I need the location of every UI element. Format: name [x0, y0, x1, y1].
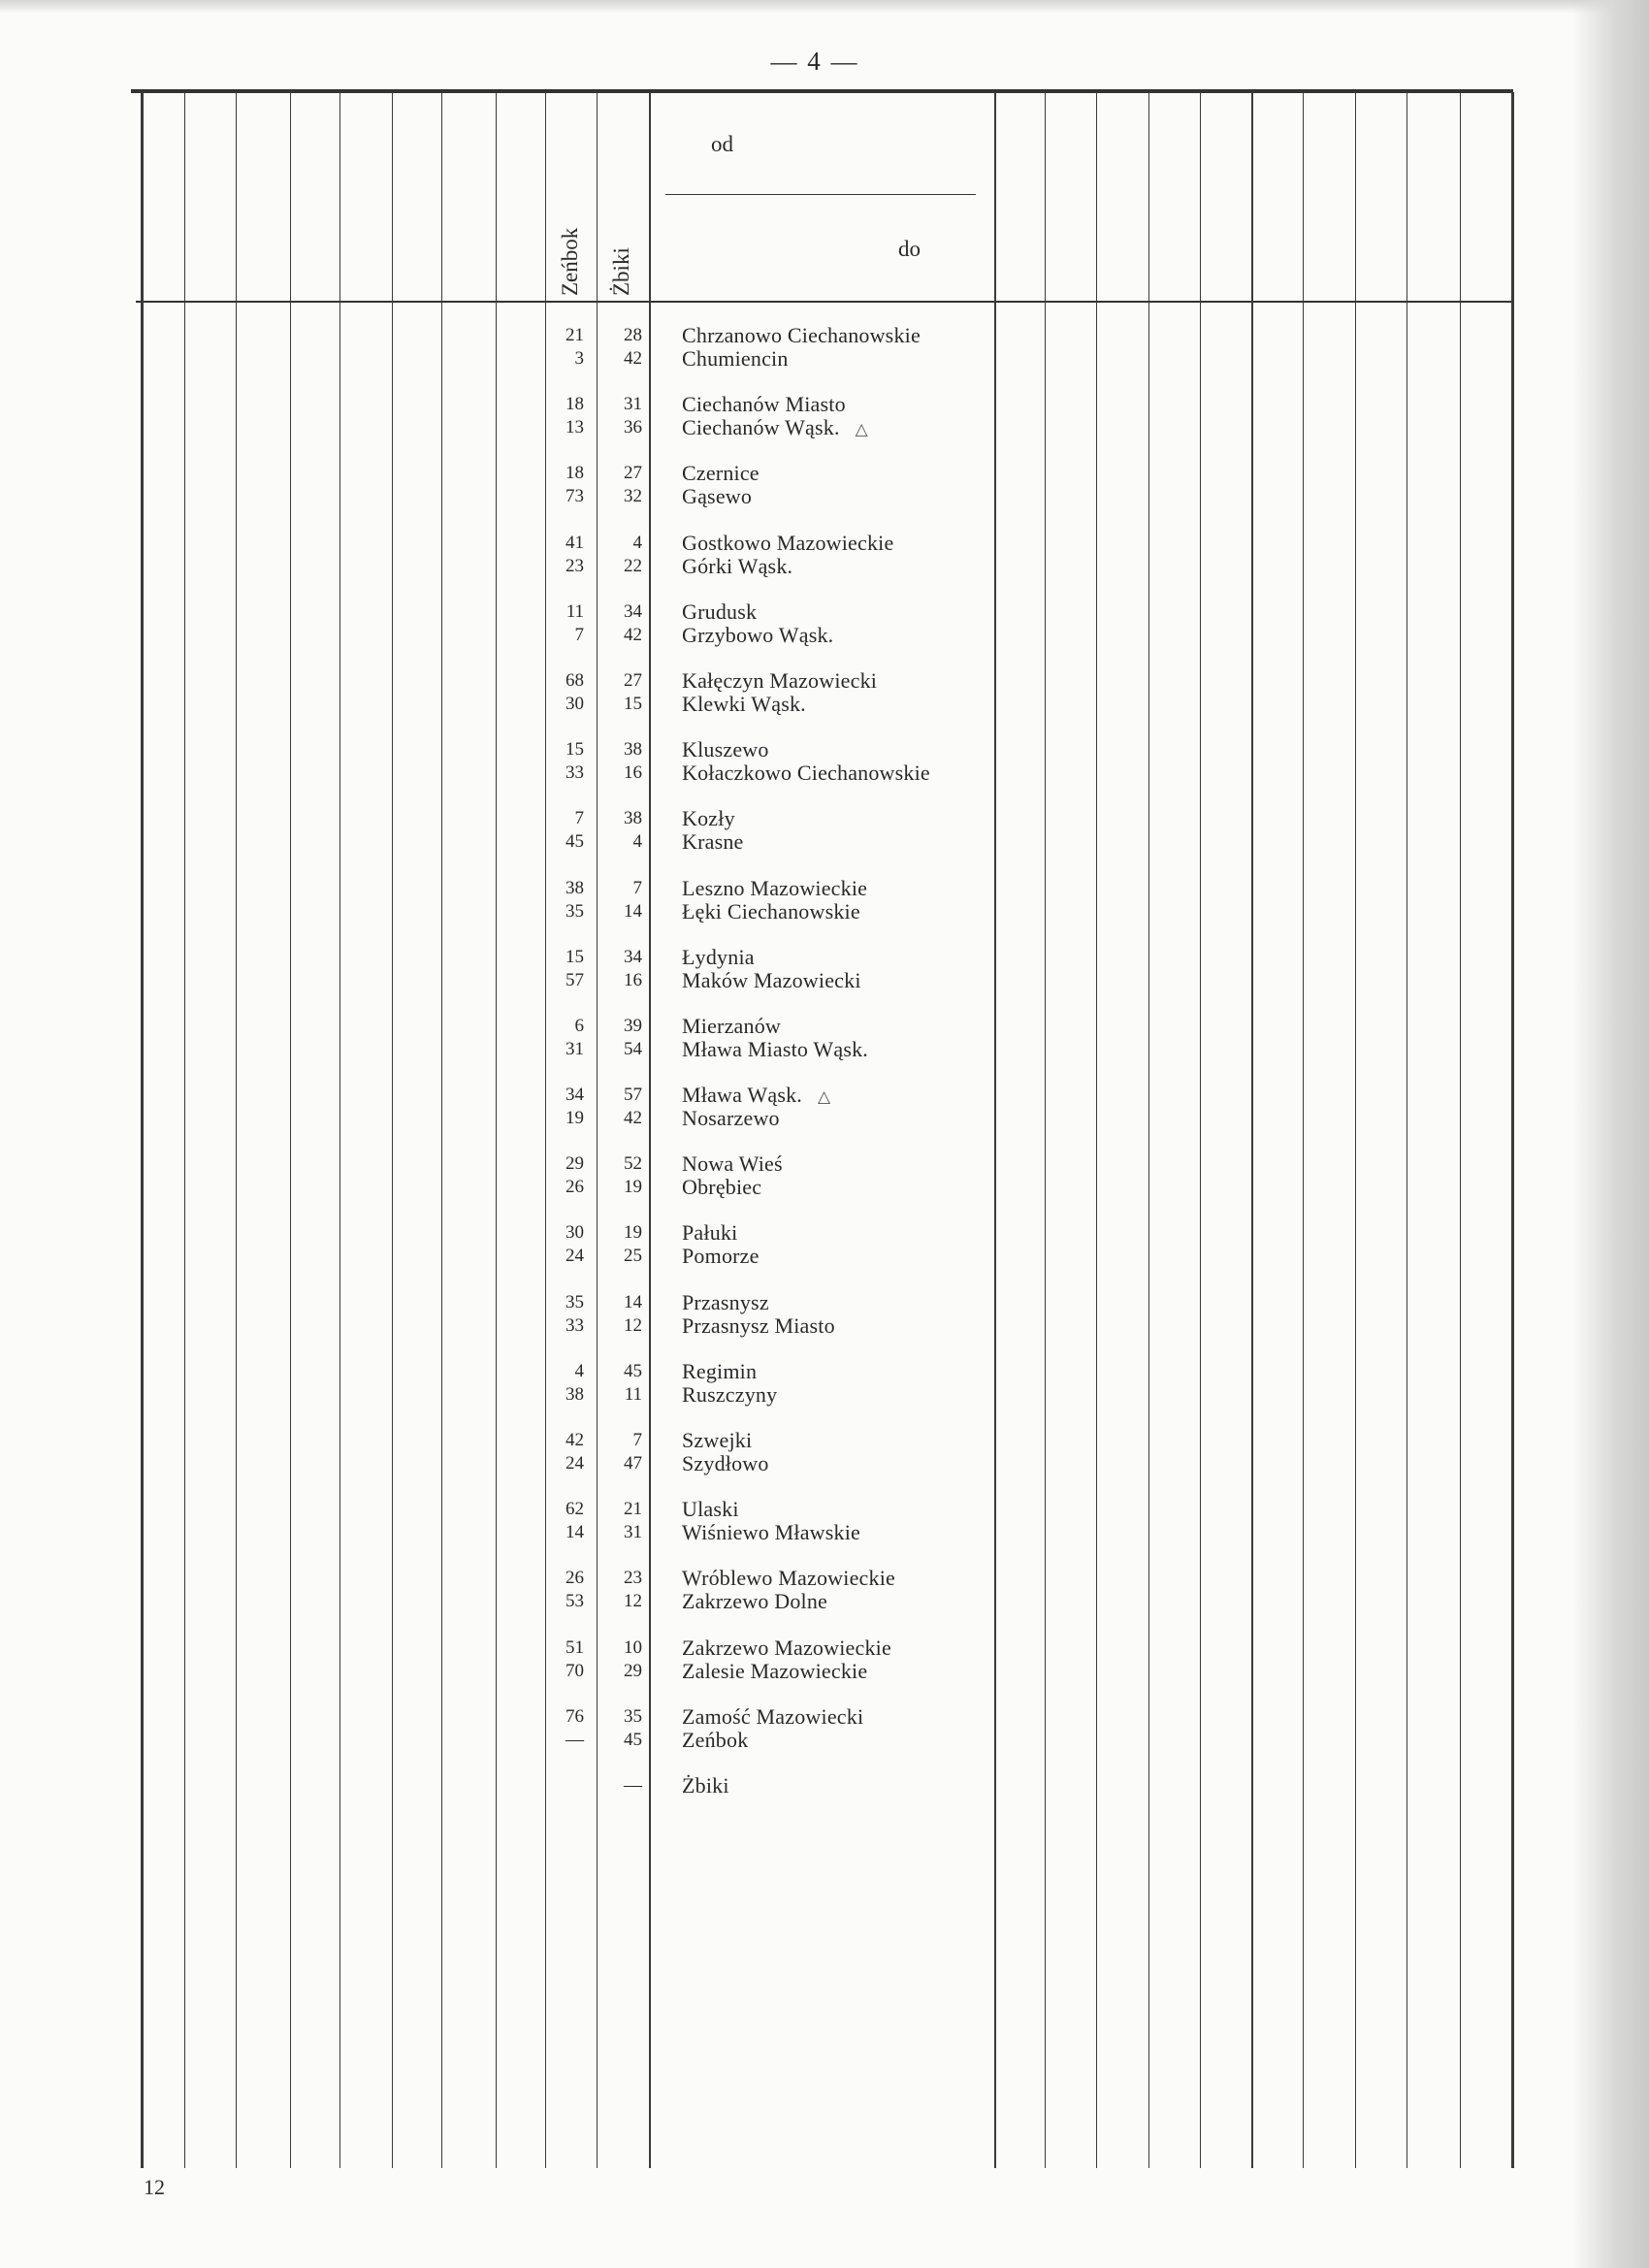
distance-zenbok: 24: [566, 1453, 584, 1474]
distance-zenbok: 7: [574, 808, 584, 829]
distance-zenbok: 24: [566, 1246, 584, 1267]
distance-zbiki: 25: [624, 1246, 642, 1267]
station-name-cell: [682, 1636, 891, 1660]
distance-zbiki: 42: [624, 624, 642, 645]
station-name-cell: [682, 830, 744, 854]
distance-zbiki: 31: [624, 394, 642, 415]
distance-zenbok: 34: [566, 1085, 584, 1106]
station-name: Wiśniewo Mławskie: [682, 1520, 860, 1545]
distance-zenbok: 62: [566, 1499, 584, 1520]
station-name: Łydynia: [682, 944, 755, 969]
distance-zbiki: 34: [624, 946, 642, 967]
distance-zenbok: —: [566, 1729, 584, 1750]
row-group: [0, 1291, 1067, 1360]
station-name-cell: [682, 1038, 868, 1061]
row-group: [0, 532, 1067, 600]
distance-zbiki: 39: [624, 1015, 642, 1036]
station-name: Zakrzewo Mazowieckie: [682, 1635, 891, 1660]
distance-zenbok: 4: [574, 1360, 584, 1381]
distance-zbiki: 42: [624, 1108, 642, 1129]
narrow-gauge-triangle-icon: △: [855, 420, 868, 439]
station-name-cell: [682, 969, 861, 992]
distance-zbiki: 12: [624, 1314, 642, 1336]
row-group: [0, 600, 1067, 669]
footer-page-number: 12: [144, 2175, 165, 2199]
station-name: Nowa Wieś: [682, 1151, 783, 1177]
station-name-cell: [682, 1383, 777, 1407]
column-rule: [1200, 92, 1201, 2168]
station-name: Mierzanów: [682, 1013, 781, 1038]
distance-zbiki: 16: [624, 969, 642, 990]
row-group: [0, 877, 1067, 946]
distance-zbiki: 19: [624, 1222, 642, 1244]
station-name-cell: [682, 1107, 780, 1130]
station-name: Przasnysz: [682, 1289, 769, 1314]
station-name: Pałuki: [682, 1220, 738, 1246]
station-name-cell: [682, 807, 735, 830]
station-name-cell: [682, 624, 833, 647]
distance-zbiki: —: [624, 1774, 642, 1796]
distance-zenbok: 13: [566, 417, 584, 438]
distance-zenbok: 31: [566, 1038, 584, 1059]
distance-zbiki: 28: [624, 325, 642, 345]
station-name: Pomorze: [682, 1244, 760, 1269]
distance-zbiki: 27: [624, 463, 642, 484]
distance-zenbok: 35: [566, 900, 584, 922]
distance-zbiki: 19: [624, 1177, 642, 1198]
header-do: do: [898, 237, 921, 261]
station-name: Krasne: [682, 829, 744, 855]
station-name: Maków Mazowiecki: [682, 967, 861, 992]
distance-zenbok: 26: [566, 1177, 584, 1198]
distance-zenbok: 18: [566, 394, 584, 415]
distance-zbiki: 21: [624, 1499, 642, 1520]
station-name: Wróblewo Mazowieckie: [682, 1566, 895, 1591]
row-group: [0, 1360, 1067, 1429]
row-group: [0, 1015, 1067, 1084]
station-name-cell: [682, 1729, 748, 1752]
station-name: Obrębiec: [682, 1175, 762, 1200]
distance-zbiki: 27: [624, 669, 642, 691]
station-name: Mława Miasto Wąsk.: [682, 1036, 868, 1061]
station-name-cell: [682, 1360, 757, 1383]
distance-zenbok: 3: [574, 348, 584, 369]
station-name: Żbiki: [682, 1772, 729, 1798]
distance-zenbok: 7: [574, 624, 584, 645]
station-name-cell: [682, 1705, 863, 1729]
station-name-cell: [682, 1590, 827, 1613]
header-zbiki: Żbiki: [609, 247, 633, 296]
header-zenbok: Zeńbok: [558, 227, 582, 296]
distance-zenbok: 26: [566, 1568, 584, 1589]
distance-zenbok: 41: [566, 532, 584, 553]
station-name-cell: [682, 1314, 835, 1338]
station-name: Łęki Ciechanowskie: [682, 898, 860, 923]
station-name-cell: [682, 1152, 783, 1176]
distance-zenbok: 11: [566, 600, 584, 622]
station-name: Klewki Wąsk.: [682, 691, 806, 716]
distance-zenbok: 29: [566, 1153, 584, 1175]
distance-zbiki: 52: [624, 1153, 642, 1175]
distance-zenbok: 45: [566, 831, 584, 853]
distance-zbiki: 14: [624, 900, 642, 922]
row-group: [0, 946, 1067, 1015]
header-od-do-divider: [665, 194, 976, 195]
distance-zbiki: 22: [624, 555, 642, 576]
station-name-cell: [682, 738, 769, 761]
distance-zbiki: 16: [624, 762, 642, 784]
station-name-cell: [682, 324, 921, 347]
row-group: [0, 1774, 1067, 1843]
distance-zbiki: 34: [624, 600, 642, 622]
column-rule: [1355, 92, 1356, 2168]
station-name-cell: [682, 761, 930, 785]
distance-zbiki: 23: [624, 1568, 642, 1589]
distance-zbiki: 4: [632, 532, 642, 553]
station-name: Zamość Mazowiecki: [682, 1703, 864, 1729]
distance-zenbok: 76: [566, 1705, 584, 1727]
distance-zbiki: 38: [624, 739, 642, 761]
station-name-cell: [682, 1429, 752, 1452]
station-name-cell: [682, 1521, 860, 1544]
row-group: [0, 462, 1067, 531]
distance-zbiki: 35: [624, 1705, 642, 1727]
station-name-cell: [682, 1221, 737, 1245]
distance-zenbok: 38: [566, 1383, 584, 1405]
narrow-gauge-triangle-icon: △: [817, 1087, 831, 1107]
distance-zbiki: 12: [624, 1591, 642, 1612]
station-name-cell: [682, 600, 757, 624]
station-name-cell: [682, 1176, 761, 1199]
distance-zbiki: 14: [624, 1291, 642, 1312]
distance-zbiki: 7: [632, 877, 642, 898]
station-name-cell: [682, 1291, 769, 1314]
distance-zenbok: 19: [566, 1108, 584, 1129]
station-name: Grudusk: [682, 599, 758, 624]
distance-zenbok: 33: [566, 762, 584, 784]
station-name-cell: [682, 485, 752, 508]
distance-zenbok: 70: [566, 1660, 584, 1681]
header-od: od: [711, 132, 733, 156]
column-rule: [1460, 92, 1461, 2168]
station-name-cell: [682, 1015, 781, 1038]
station-name: Ciechanów Miasto: [682, 392, 846, 417]
row-group: [0, 807, 1067, 876]
station-name: Gostkowo Mazowieckie: [682, 530, 894, 555]
table-top-rule: [131, 89, 1513, 93]
station-name-cell: [682, 347, 789, 371]
station-name: Leszno Mazowieckie: [682, 875, 868, 900]
station-name: Chrzanowo Ciechanowskie: [682, 323, 921, 347]
station-name-cell: [682, 532, 893, 555]
station-name: Czernice: [682, 461, 760, 486]
station-name-cell: [682, 1498, 739, 1521]
station-name: Chumiencin: [682, 346, 789, 371]
station-name-cell: [682, 946, 755, 969]
distance-zenbok: 23: [566, 555, 584, 576]
station-name: Zalesie Mazowieckie: [682, 1658, 868, 1683]
distance-zbiki: 57: [624, 1085, 642, 1106]
distance-zenbok: 15: [566, 946, 584, 967]
station-name-cell: [682, 877, 867, 900]
column-rule: [1303, 92, 1304, 2168]
distance-zbiki: 45: [624, 1360, 642, 1381]
distance-zbiki: 54: [624, 1038, 642, 1059]
station-name: Kałęczyn Mazowiecki: [682, 667, 878, 693]
distance-zenbok: 30: [566, 1222, 584, 1244]
station-name-cell: [682, 462, 760, 485]
distance-zenbok: 21: [566, 325, 584, 345]
row-group: [0, 1221, 1067, 1290]
row-group: [0, 738, 1067, 807]
station-name: Nosarzewo: [682, 1106, 780, 1131]
station-name: Ciechanów Wąsk.: [682, 415, 840, 440]
station-name: Zakrzewo Dolne: [682, 1589, 828, 1614]
station-name: Regimin: [682, 1358, 758, 1383]
station-name-cell: [682, 416, 868, 441]
row-group: [0, 1429, 1067, 1498]
row-group: [0, 1152, 1067, 1221]
station-name: Zeńbok: [682, 1727, 749, 1752]
distance-zenbok: 38: [566, 877, 584, 898]
distance-zenbok: 51: [566, 1636, 584, 1658]
distance-zbiki: 11: [624, 1383, 642, 1405]
header-bottom-rule: [136, 301, 1513, 303]
station-name-cell: [682, 1245, 760, 1268]
row-group: [0, 1636, 1067, 1705]
distance-zbiki: 47: [624, 1453, 642, 1474]
distance-zbiki: 10: [624, 1636, 642, 1658]
station-rows: [0, 324, 1067, 1843]
row-group: [0, 1084, 1067, 1152]
station-name-cell: [682, 1774, 729, 1798]
distance-zenbok: 33: [566, 1314, 584, 1336]
distance-zenbok: 35: [566, 1291, 584, 1312]
distance-zenbok: 15: [566, 739, 584, 761]
distance-zbiki: 36: [624, 417, 642, 438]
station-name: Kozły: [682, 806, 735, 831]
station-name: Ruszczyny: [682, 1381, 778, 1407]
distance-zenbok: 42: [566, 1430, 584, 1450]
station-name: Kołaczkowo Ciechanowskie: [682, 761, 930, 786]
distance-zenbok: 14: [566, 1522, 584, 1543]
distance-zbiki: 7: [632, 1430, 642, 1450]
station-name-cell: [682, 393, 846, 416]
row-group: [0, 393, 1067, 462]
distance-zbiki: 45: [624, 1729, 642, 1750]
station-name-cell: [682, 900, 860, 923]
row-group: [0, 1567, 1067, 1636]
distance-zenbok: 73: [566, 486, 584, 507]
row-group: [0, 669, 1067, 738]
station-name-cell: [682, 693, 806, 716]
column-rule: [1251, 92, 1253, 2168]
station-name: Grzybowo Wąsk.: [682, 622, 834, 647]
page-number: — 4 —: [770, 47, 859, 76]
distance-zenbok: 57: [566, 969, 584, 990]
station-name: Ulaski: [682, 1497, 739, 1522]
column-rule: [1406, 92, 1407, 2168]
row-group: [0, 1498, 1067, 1567]
distance-zbiki: 32: [624, 486, 642, 507]
distance-zbiki: 38: [624, 808, 642, 829]
station-name-cell: [682, 1567, 895, 1590]
distance-zbiki: 29: [624, 1660, 642, 1681]
distance-zenbok: 18: [566, 463, 584, 484]
distance-zenbok: 68: [566, 669, 584, 691]
station-name: Szwejki: [682, 1428, 753, 1452]
distance-zbiki: 42: [624, 348, 642, 369]
distance-zbiki: 31: [624, 1522, 642, 1543]
station-name: Kluszewo: [682, 737, 769, 762]
station-name: Gąsewo: [682, 484, 753, 509]
distance-zenbok: 30: [566, 693, 584, 714]
station-name: Przasnysz Miasto: [682, 1312, 835, 1338]
station-name-cell: [682, 555, 792, 578]
distance-zenbok: 6: [574, 1015, 584, 1036]
table-right-border: [1511, 92, 1514, 2168]
station-name-cell: [682, 669, 877, 693]
column-rule: [1148, 92, 1149, 2168]
station-name: Górki Wąsk.: [682, 553, 793, 578]
station-name: Mława Wąsk.: [682, 1083, 802, 1108]
distance-zbiki: 15: [624, 693, 642, 714]
station-name: Szydłowo: [682, 1451, 769, 1475]
row-group: [0, 1705, 1067, 1774]
distance-zbiki: 4: [632, 831, 642, 853]
station-name-cell: [682, 1660, 867, 1683]
distance-zenbok: 53: [566, 1591, 584, 1612]
station-name-cell: [682, 1452, 769, 1475]
row-group: [0, 324, 1067, 393]
column-rule: [1096, 92, 1097, 2168]
